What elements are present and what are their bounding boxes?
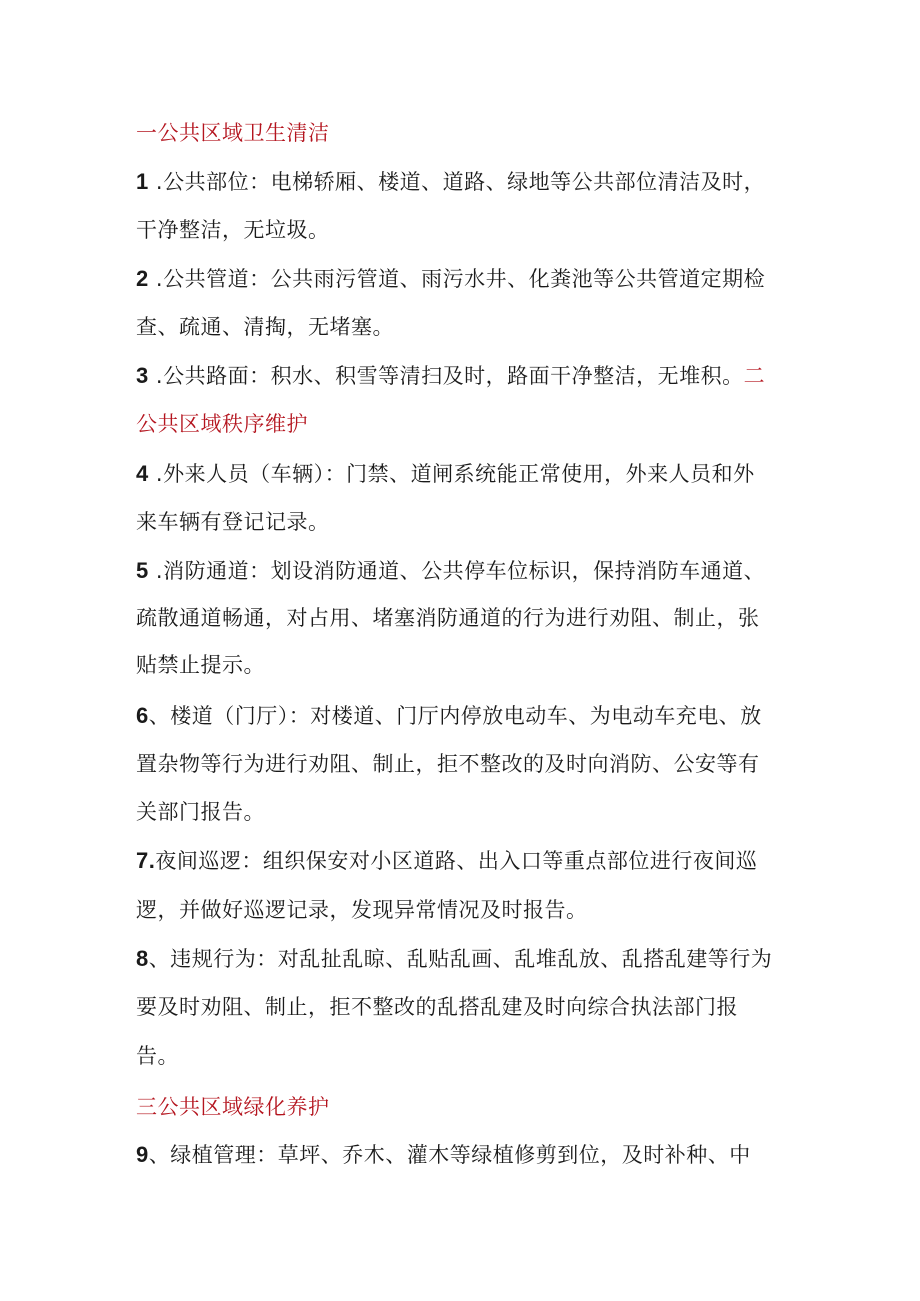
item-number: 6	[136, 703, 149, 728]
paragraph-line: 告。	[136, 1044, 179, 1068]
paragraph-text: .公共部位：电梯轿厢、楼道、道路、绿地等公共部位清洁及时，	[148, 170, 766, 194]
paragraph-line	[136, 459, 755, 489]
paragraph-line	[136, 701, 762, 731]
item-number: 1	[136, 169, 149, 194]
paragraph-line: 要及时劝阻、制止，拒不整改的乱搭乱建及时向综合执法部门报	[136, 995, 738, 1019]
paragraph-line	[136, 264, 765, 294]
paragraph-line	[136, 846, 757, 876]
paragraph-text: 夜间巡逻：组织保安对小区道路、出入口等重点部位进行夜间巡	[155, 849, 758, 873]
paragraph-line: 关部门报告。	[136, 800, 265, 824]
item-number: 9	[136, 1142, 149, 1167]
item-number: 5	[136, 558, 149, 583]
paragraph-text: .公共管道：公共雨污管道、雨污水井、化粪池等公共管道定期检	[148, 267, 766, 291]
paragraph-line	[136, 944, 772, 974]
paragraph-text: 、楼道（门厅）：对楼道、门厅内停放电动车、为电动车充电、放	[148, 704, 762, 728]
item-number: 3	[136, 363, 149, 388]
paragraph-line: 来车辆有登记记录。	[136, 510, 330, 534]
paragraph-text: 、违规行为：对乱扯乱晾、乱贴乱画、乱堆乱放、乱搭乱建等行为	[148, 947, 773, 971]
paragraph-line: 查、疏通、清掏，无堵塞。	[136, 315, 394, 339]
paragraph-text: .公共路面：积水、积雪等清扫及时，路面干净整洁，无堆积。	[148, 364, 744, 388]
paragraph-line	[136, 167, 765, 197]
item-number: 8	[136, 946, 149, 971]
item-number: 4	[136, 461, 149, 486]
paragraph-text: .消防通道：划设消防通道、公共停车位标识，保持消防车通道、	[148, 559, 766, 583]
paragraph-line: 贴禁止提示。	[136, 653, 265, 677]
paragraph-text: .外来人员（车辆）：门禁、道闸系统能正常使用，外来人员和外	[148, 462, 755, 486]
item-number: 7.	[136, 848, 156, 873]
section-heading-2-prefix: 二	[743, 364, 766, 388]
paragraph-line: 逻，并做好巡逻记录，发现异常情况及时报告。	[136, 898, 588, 922]
section-heading-3: 三公共区域绿化养护	[136, 1095, 330, 1119]
section-heading-2: 公共区域秩序维护	[136, 412, 308, 436]
paragraph-line: 干净整洁，无垃圾。	[136, 218, 330, 242]
paragraph-text: 、绿植管理：草坪、乔木、灌木等绿植修剪到位，及时补种、中	[148, 1143, 751, 1167]
paragraph-line	[136, 361, 765, 391]
paragraph-line	[136, 556, 765, 586]
paragraph-line: 疏散通道畅通，对占用、堵塞消防通道的行为进行劝阻、制止，张	[136, 606, 760, 630]
item-number: 2	[136, 266, 149, 291]
section-heading-1: 一公共区域卫生清洁	[136, 121, 330, 145]
paragraph-line	[136, 1140, 751, 1170]
paragraph-line: 置杂物等行为进行劝阻、制止，拒不整改的及时向消防、公安等有	[136, 752, 760, 776]
